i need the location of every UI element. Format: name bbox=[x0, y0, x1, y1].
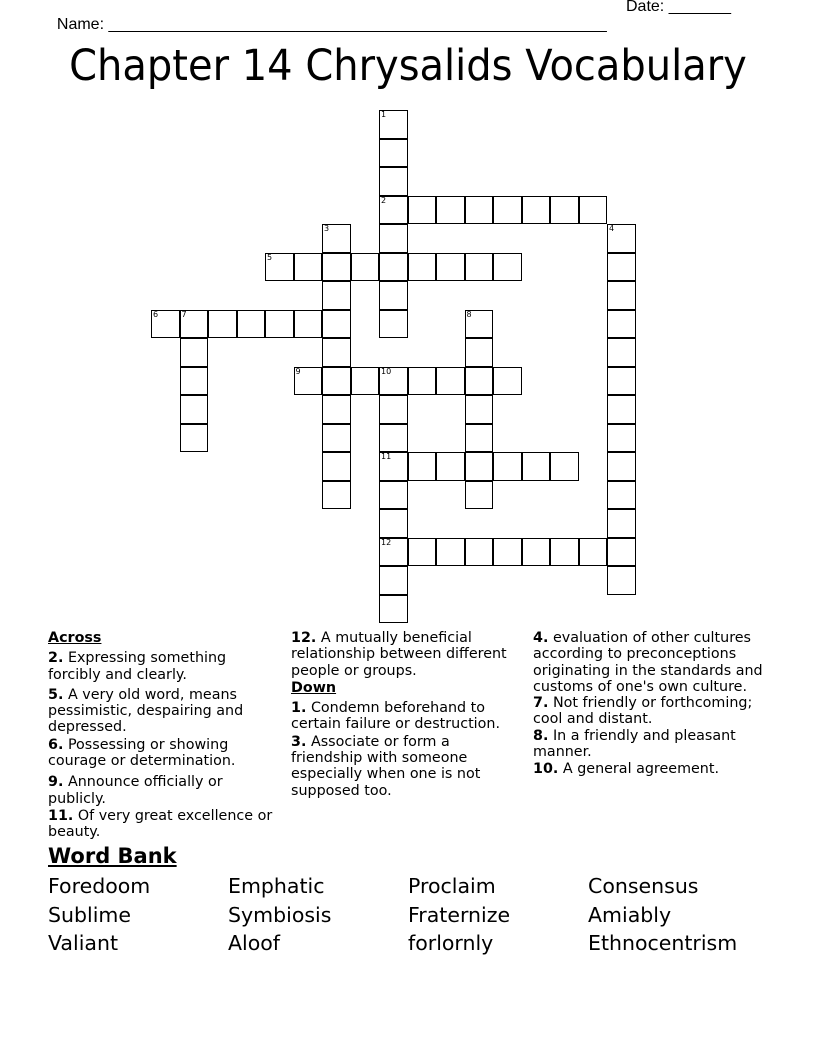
crossword-cell[interactable] bbox=[436, 452, 465, 481]
date-field-label[interactable]: Date: _______ bbox=[626, 0, 731, 15]
crossword-cell[interactable] bbox=[322, 253, 351, 282]
crossword-cell[interactable] bbox=[436, 196, 465, 225]
crossword-cell[interactable] bbox=[579, 538, 608, 567]
clue-across-12: 12. A mutually beneficial relationship between different people or groups. bbox=[291, 630, 507, 679]
crossword-cell[interactable] bbox=[579, 196, 608, 225]
crossword-cell[interactable] bbox=[180, 310, 209, 339]
cell-number: 1 bbox=[381, 110, 387, 119]
crossword-cell[interactable] bbox=[379, 566, 408, 595]
word-bank-item: Foredoom bbox=[48, 874, 151, 898]
crossword-cell[interactable] bbox=[294, 310, 323, 339]
word-bank-item: Valiant bbox=[48, 931, 118, 955]
clue-across-2: 2. Expressing something forcibly and clearly. bbox=[48, 650, 227, 683]
crossword-cell[interactable] bbox=[493, 452, 522, 481]
cell-number: 6 bbox=[153, 309, 159, 319]
word-bank-item: Fraternize bbox=[408, 903, 511, 927]
crossword-cell[interactable] bbox=[180, 367, 209, 396]
word-bank-item: Ethnocentrism bbox=[588, 931, 738, 955]
crossword-cell[interactable] bbox=[436, 367, 465, 396]
cell-number: 3 bbox=[324, 224, 330, 233]
crossword-cell[interactable] bbox=[379, 281, 408, 310]
clues-column-2 bbox=[291, 630, 523, 803]
crossword-cell[interactable] bbox=[379, 452, 408, 481]
crossword-cell[interactable] bbox=[379, 538, 408, 567]
crossword-cell[interactable] bbox=[379, 509, 408, 538]
crossword-cell[interactable] bbox=[436, 538, 465, 567]
cell-number: 10 bbox=[381, 366, 392, 376]
cell-number: 2 bbox=[381, 195, 387, 205]
crossword-cell[interactable] bbox=[550, 452, 579, 481]
page-title: Chapter 14 Chrysalids Vocabulary bbox=[69, 41, 747, 91]
crossword-cell[interactable] bbox=[522, 452, 551, 481]
crossword-cell[interactable] bbox=[465, 310, 494, 339]
crossword-cell[interactable] bbox=[607, 566, 636, 595]
crossword-cell[interactable] bbox=[493, 253, 522, 282]
crossword-cell[interactable] bbox=[379, 139, 408, 168]
crossword-cell[interactable] bbox=[379, 424, 408, 453]
crossword-cell[interactable] bbox=[351, 367, 380, 396]
crossword-cell[interactable] bbox=[465, 196, 494, 225]
crossword-cell[interactable] bbox=[607, 367, 636, 396]
crossword-cell[interactable] bbox=[465, 395, 494, 424]
crossword-cell[interactable] bbox=[607, 509, 636, 538]
crossword-cell[interactable] bbox=[322, 395, 351, 424]
crossword-cell[interactable] bbox=[180, 395, 209, 424]
cell-number: 8 bbox=[466, 309, 472, 319]
crossword-cell[interactable] bbox=[180, 338, 209, 367]
crossword-cell[interactable] bbox=[436, 253, 465, 282]
crossword-cell[interactable] bbox=[265, 253, 294, 282]
crossword-cell[interactable] bbox=[379, 167, 408, 196]
clue-across-5: 5. A very old word, means pessimistic, despairing and depressed. bbox=[48, 686, 244, 736]
clue-down-3: 3. Associate or form a friendship with someone especially when one is not supposed too. bbox=[291, 733, 481, 799]
down-heading: Down bbox=[291, 679, 337, 696]
clues-column-1 bbox=[48, 630, 276, 845]
crossword-cell[interactable] bbox=[465, 367, 494, 396]
crossword-cell[interactable] bbox=[180, 424, 209, 453]
crossword-cell[interactable] bbox=[493, 367, 522, 396]
crossword-cell[interactable] bbox=[379, 196, 408, 225]
crossword-cell[interactable] bbox=[607, 395, 636, 424]
crossword-cell[interactable] bbox=[607, 424, 636, 453]
crossword-cell[interactable] bbox=[465, 452, 494, 481]
clue-down-1: 1. Condemn beforehand to certain failure or destruction. bbox=[291, 700, 501, 733]
crossword-cell[interactable] bbox=[322, 367, 351, 396]
crossword-cell[interactable] bbox=[265, 310, 294, 339]
crossword-cell[interactable] bbox=[379, 367, 408, 396]
clue-across-6: 6. Possessing or showing courage or determination. bbox=[48, 736, 236, 770]
crossword-cell[interactable] bbox=[151, 310, 180, 339]
crossword-cell[interactable] bbox=[465, 253, 494, 282]
crossword-cell[interactable] bbox=[379, 395, 408, 424]
crossword-cell[interactable] bbox=[294, 367, 323, 396]
crossword-cell[interactable] bbox=[208, 310, 237, 339]
name-field-label[interactable]: Name: ________________________________________________________ bbox=[56, 16, 607, 33]
crossword-cell[interactable] bbox=[408, 452, 437, 481]
crossword-cell[interactable] bbox=[465, 481, 494, 510]
crossword-cell[interactable] bbox=[351, 253, 380, 282]
word-bank-item: Emphatic bbox=[228, 874, 325, 898]
crossword-cell[interactable] bbox=[408, 253, 437, 282]
crossword-cell[interactable] bbox=[493, 196, 522, 225]
crossword-cell[interactable] bbox=[607, 224, 636, 253]
crossword-cell[interactable] bbox=[607, 481, 636, 510]
cell-number: 7 bbox=[181, 309, 187, 319]
crossword-cell[interactable] bbox=[322, 481, 351, 510]
clue-across-11: 11. Of very great excellence or beauty. bbox=[48, 807, 273, 841]
crossword-cell[interactable] bbox=[607, 281, 636, 310]
crossword-cell[interactable] bbox=[379, 595, 408, 624]
cell-number: 11 bbox=[381, 452, 392, 461]
word-bank-item: Consensus bbox=[588, 874, 699, 898]
crossword-cell[interactable] bbox=[237, 310, 266, 339]
crossword-cell[interactable] bbox=[379, 224, 408, 253]
crossword-cell[interactable] bbox=[522, 538, 551, 567]
clue-down-7: 7. Not friendly or forthcoming; cool and distant. bbox=[533, 695, 753, 728]
cell-number: 9 bbox=[295, 366, 301, 376]
cell-number: 5 bbox=[267, 252, 273, 262]
crossword-cell[interactable] bbox=[550, 196, 579, 225]
crossword-cell[interactable] bbox=[493, 538, 522, 567]
crossword-cell[interactable] bbox=[522, 196, 551, 225]
crossword-cell[interactable] bbox=[607, 310, 636, 339]
word-bank-item: Proclaim bbox=[408, 874, 496, 898]
clue-down-10: 10. A general agreement. bbox=[533, 761, 720, 778]
cell-number: 4 bbox=[609, 224, 615, 233]
crossword-cell[interactable] bbox=[322, 424, 351, 453]
crossword-cell[interactable] bbox=[465, 538, 494, 567]
word-bank-item: Amiably bbox=[588, 903, 672, 927]
word-bank-item: Symbiosis bbox=[228, 903, 332, 927]
crossword-cell[interactable] bbox=[465, 424, 494, 453]
crossword-cell[interactable] bbox=[322, 338, 351, 367]
crossword-cell[interactable] bbox=[607, 538, 636, 567]
crossword-cell[interactable] bbox=[550, 538, 579, 567]
crossword-cell[interactable] bbox=[294, 253, 323, 282]
word-bank-item: Aloof bbox=[228, 931, 281, 955]
crossword-cell[interactable] bbox=[379, 481, 408, 510]
crossword-cell[interactable] bbox=[465, 338, 494, 367]
crossword-cell[interactable] bbox=[322, 452, 351, 481]
word-bank-item: forlornly bbox=[408, 931, 494, 955]
crossword-cell[interactable] bbox=[408, 538, 437, 567]
clues-column-3 bbox=[533, 630, 773, 782]
across-heading: Across bbox=[48, 630, 102, 646]
clue-down-8: 8. In a friendly and pleasant manner. bbox=[533, 727, 736, 761]
crossword-cell[interactable] bbox=[322, 281, 351, 310]
word-bank-title: Word Bank bbox=[48, 844, 177, 868]
crossword-cell[interactable] bbox=[408, 367, 437, 396]
crossword-cell[interactable] bbox=[379, 310, 408, 339]
crossword-cell[interactable] bbox=[408, 196, 437, 225]
word-bank-item: Sublime bbox=[48, 903, 131, 927]
crossword-cell[interactable] bbox=[607, 253, 636, 282]
crossword-cell[interactable] bbox=[607, 338, 636, 367]
crossword-cell[interactable] bbox=[379, 253, 408, 282]
clue-across-9: 9. Announce officially or publicly. bbox=[48, 774, 223, 807]
crossword-cell[interactable] bbox=[379, 110, 408, 139]
cell-number: 12 bbox=[381, 537, 392, 547]
crossword-cell[interactable] bbox=[607, 452, 636, 481]
crossword-cell[interactable] bbox=[322, 224, 351, 253]
clue-down-4: 4. evaluation of other cultures according to preconceptions originating in the standards and customs of one's own culture. bbox=[533, 630, 763, 695]
crossword-cell[interactable] bbox=[322, 310, 351, 339]
name-date-line bbox=[48, 0, 748, 33]
